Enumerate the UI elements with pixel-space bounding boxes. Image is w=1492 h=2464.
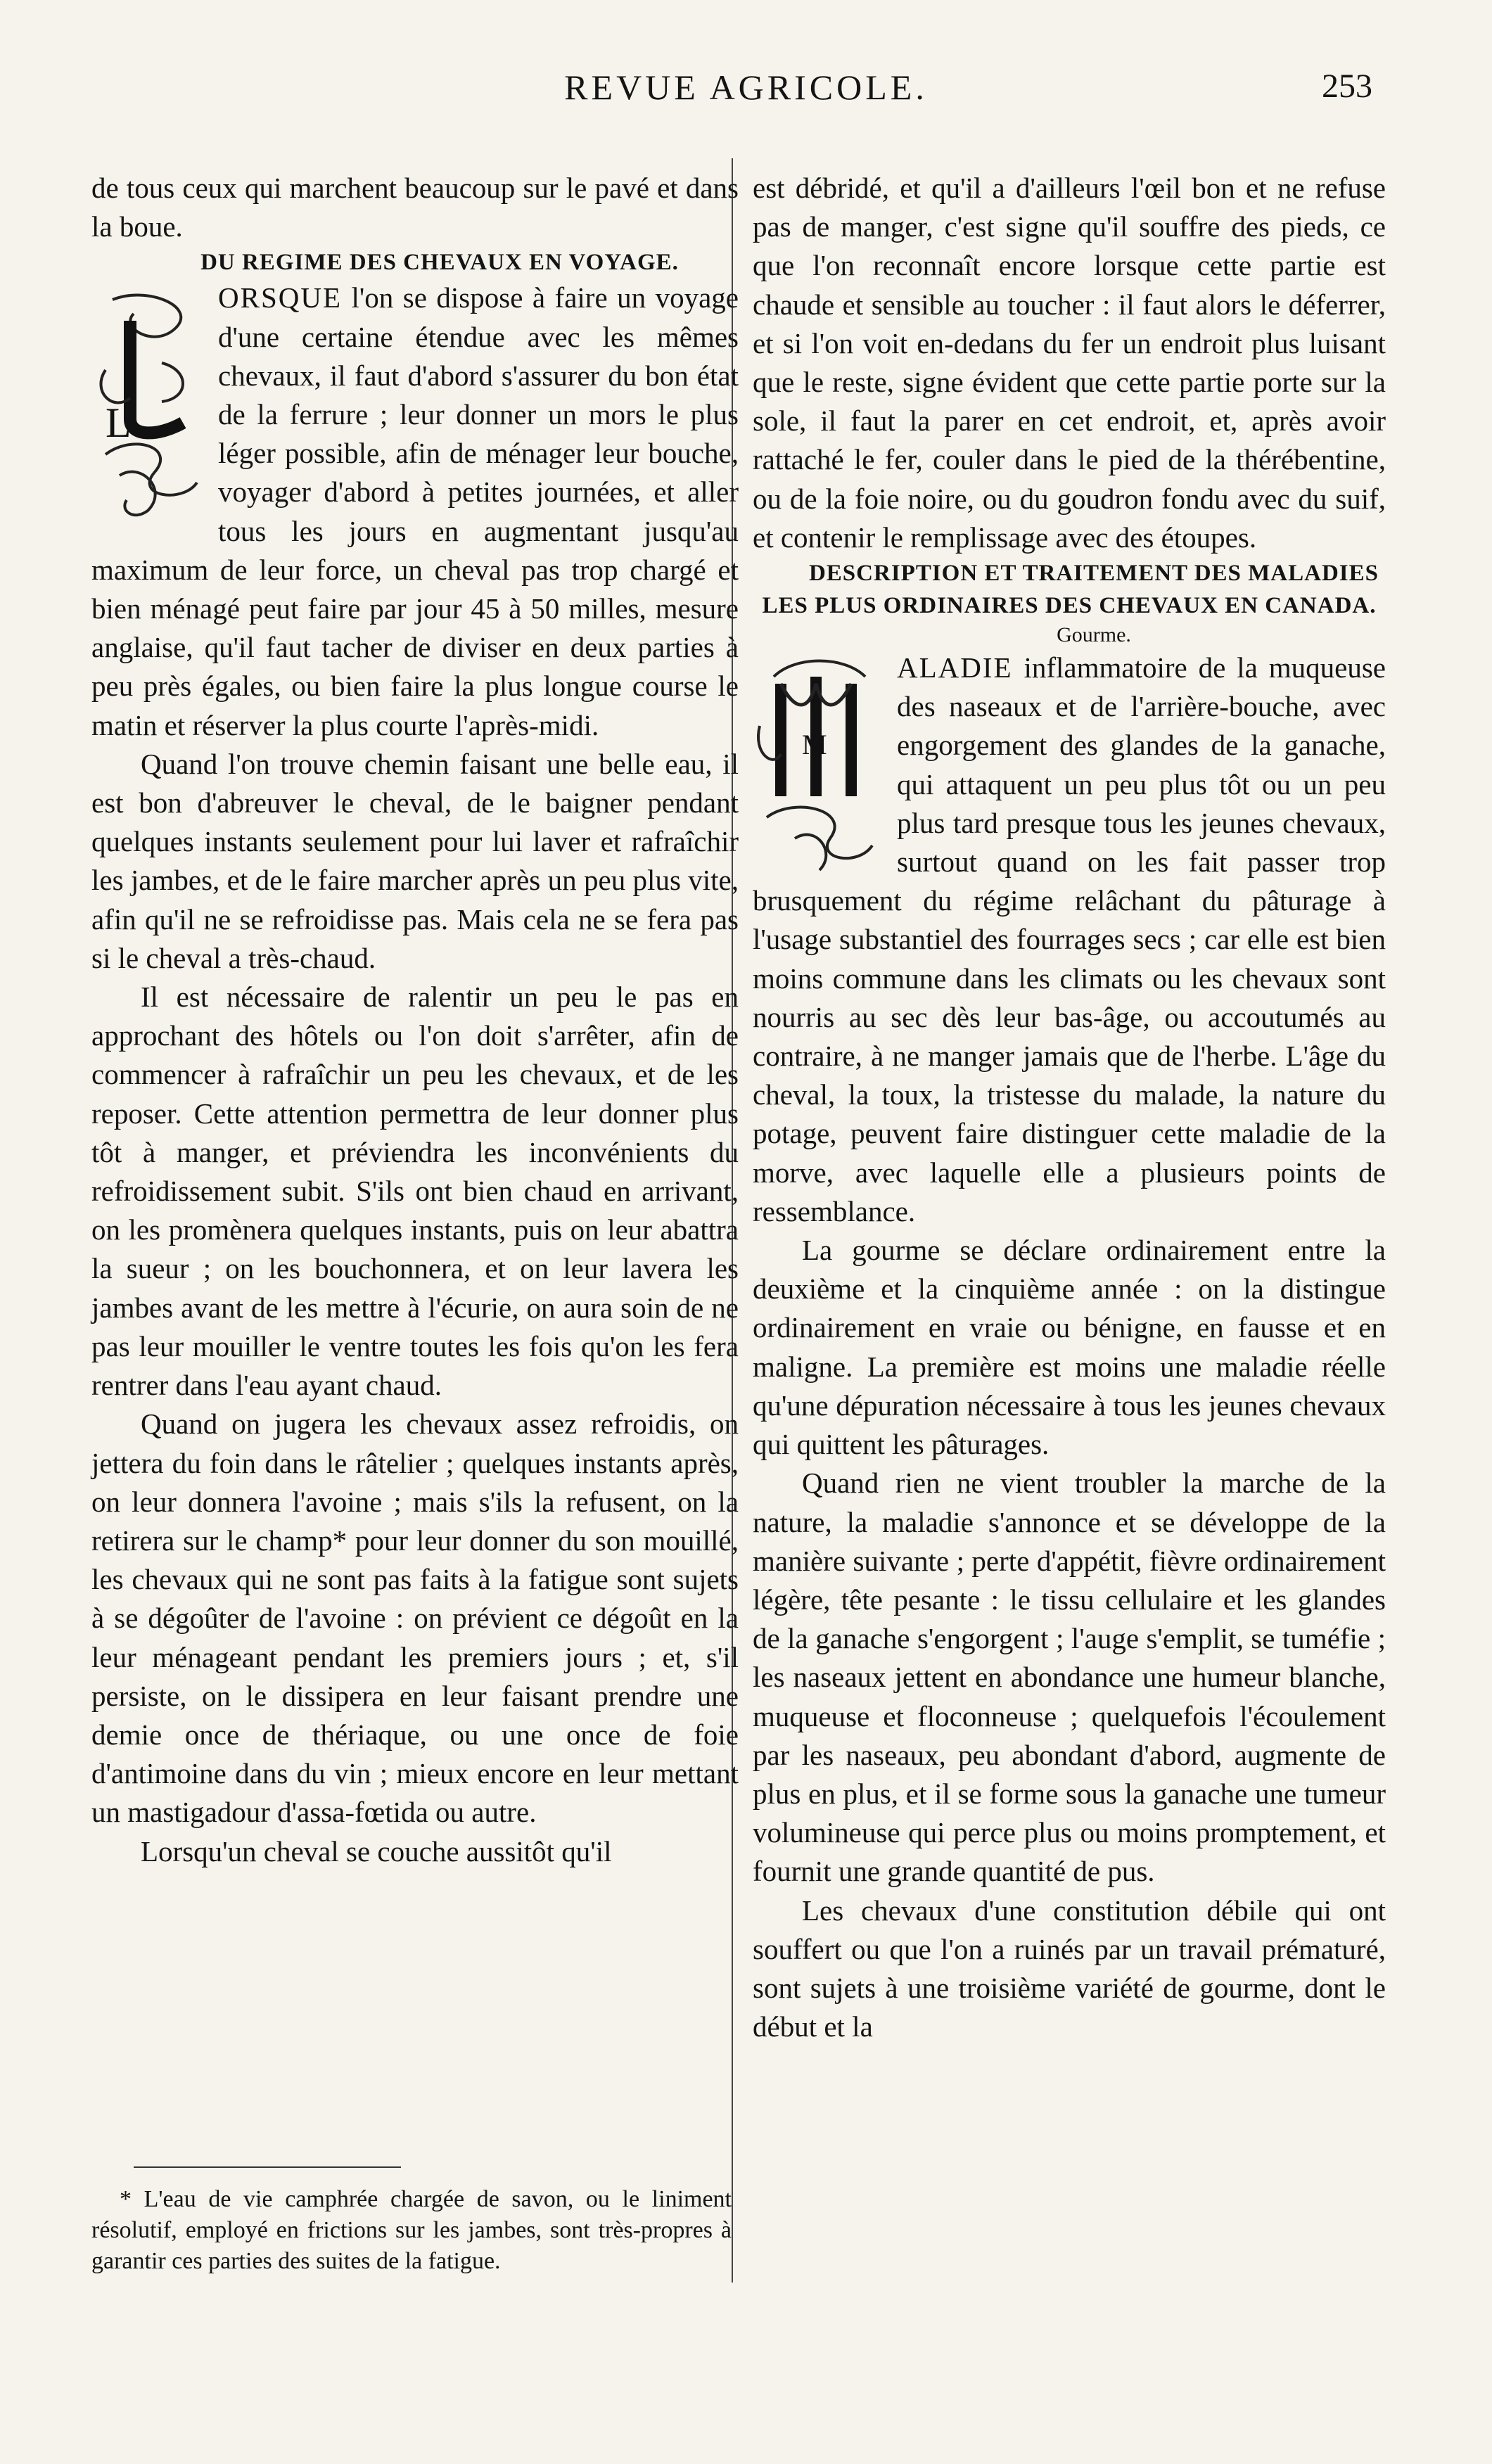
page-header [0, 67, 1492, 123]
ornamental-initial-l [91, 286, 208, 525]
page-number: 253 [1322, 68, 1372, 105]
footnote-text: * L'eau de vie camphrée chargée de savon, ou le liniment résolutif, employé en frictions sur les jambes, sont très-propres à garantir ces parties des suites de la fatigue. [91, 2186, 732, 2274]
paragraph: Les chevaux d'une constitution débile qui ont souffert ou que l'on a ruinés par un travail prématuré, sont sujets à une troisième variété de gourme, dont le début et la [753, 1894, 1386, 2043]
svg-text:M: M [802, 729, 827, 761]
paragraph-text: l'on se dispose à faire un voyage d'une certaine étendue avec les mêmes chevaux, il faut d'abord s'assurer du bon état de la ferrure ; leur donner un mors le plus léger possible, afin de ménager leur bouche, voyager d'abord à petites journées, et aller tous les jours en augmentant jusqu'au maximum de leur force, un cheval pas trop chargé et bien ménagé peut faire par jour 45 à 50 milles, mesure anglaise, qu'il faut tacher de diviser en deux parties à peu près égales, ou bien faire la plus longue course le matin et réserver la plus courte l'après-midi. [91, 281, 739, 741]
running-title: REVUE AGRICOLE. [564, 68, 928, 107]
paragraph: La gourme se déclare ordinairement entre la deuxième et la cinquième année : on la distingue ordinairement en vraie ou bénigne, en fausse et en maligne. La première est moins une maladie réelle qu'une dépuration nécessaire à tous les jeunes chevaux qui quittent les pâturages. [753, 1234, 1386, 1461]
paragraph: Quand on jugera les chevaux assez refroidis, on jettera du foin dans le râtelier ; quelques instants après, on leur donnera l'avoine ; mais s'ils la refusent, on la retirera sur le champ* pour leur donner du son mouillé, les chevaux qui ne sont pas faits à la fatigue sont sujets à se dégoûter de l'avoine : on prévient ce dégoût en la leur ménageant pendant les premiers jours ; et, s'il persiste, on le dissipera en leur faisant prendre une demie once de thériaque, ou une once de foie d'antimoine dans du vin ; mieux encore en leur mettant un mastigadour d'assa-fœtida ou autre. [91, 1407, 739, 1829]
ornamental-initial-m [753, 656, 886, 881]
lead-word: ALADIE [897, 651, 1013, 684]
section-heading: DU REGIME DES CHEVAUX EN VOYAGE. [200, 250, 679, 276]
svg-text:L: L [106, 400, 132, 447]
left-column [91, 169, 739, 1871]
right-column [753, 169, 1386, 2046]
ornament-flourish-icon [91, 286, 208, 525]
footnote [91, 2184, 732, 2277]
paragraph-text: inflammatoire de la muqueuse des naseaux et de l'arrière-bouche, avec engorgement des glandes de la ganache, qui attaquent un peu plus tôt ou un peu plus tard presque tous les jeunes chevaux, surtout quand on les fait passer trop brusquement du régime relâchant du pâturage à l'usage substantiel des fourrages secs ; car elle est bien moins commune dans les climats ou les chevaux sont nourris au sec dès leur bas-âge, ou accoutumés au contraire, à ne manger jamais que de l'herbe. L'âge du cheval, la toux, la tristesse du malade, la nature du potage, peuvent faire distinguer cette maladie de la morve, avec laquelle elle a plusieurs points de ressemblance. [753, 651, 1386, 1227]
ornament-flourish-icon [753, 656, 886, 881]
paragraph: Lorsqu'un cheval se couche aussitôt qu'il [141, 1834, 612, 1868]
footnote-rule [134, 2166, 401, 2168]
paragraph: est débridé, et qu'il a d'ailleurs l'œil bon et ne refuse pas de manger, c'est signe qu'il souffre des pieds, ce que l'on reconnaît encore lorsque cette partie est chaude et sensible au toucher : il faut alors le déferrer, et si l'on voit en-dedans du fer un endroit plus luisant que le reste, signe évident que cette partie porte sur la sole, il faut la parer en cet endroit, et, après avoir rattaché le fer, couler dans le pied de la thérébentine, ou de la foie noire, ou du goudron fondu avec du suif, et contenir le remplissage avec des étoupes. [753, 172, 1386, 554]
paragraph: Il est nécessaire de ralentir un peu le pas en approchant des hôtels ou l'on doit s'arrêter, afin de commencer à rafraîchir un peu les chevaux, et de les reposer. Cette attention permettra de leur donner plus tôt à manger, et préviendra les inconvénients du refroidissement subit. S'ils ont bien chaud en arrivant, on les promènera quelques instants, puis on leur abattra la sueur ; on les bouchonnera, et on leur lavera les jambes avant de les mettre à l'écurie, on aura soin de ne pas leur mouiller le ventre toutes les fois qu'on les fera rentrer dans l'eau ayant chaud. [91, 981, 739, 1402]
paragraph: Quand l'on trouve chemin faisant une belle eau, il est bon d'abreuver le cheval, de le baigner pendant quelques instants seulement pour lui laver et rafraîchir les jambes, et de le faire marcher après un peu plus vite, afin qu'il ne se refroidisse pas. Mais cela ne se fera pas si le cheval a très-chaud. [91, 747, 739, 974]
paragraph: de tous ceux qui marchent beaucoup sur le pavé et dans la boue. [91, 172, 739, 243]
lead-word: ORSQUE [218, 281, 343, 314]
paragraph: Quand rien ne vient troubler la marche de la nature, la maladie s'annonce et se développe de la manière suivante ; perte d'appétit, fièvre ordinairement légère, tête pesante : le tissu cellulaire et les glandes de la ganache s'engorgent ; l'auge s'emplit, se tuméfie ; les naseaux jettent en abondance une humeur blanche, muqueuse et floconneuse ; quelquefois l'écoulement par les naseaux, peu abondant d'abord, augmente de plus en plus, et il se forme sous la ganache une tumeur volumineuse qui perce plus ou moins promptement, et fournit une grande quantité de pus. [753, 1467, 1386, 1888]
section-heading: DESCRIPTION ET TRAITEMENT DES MALADIES LES PLUS ORDINAIRES DES CHEVAUX EN CANADA. [762, 561, 1379, 619]
subsection-heading: Gourme. [1057, 623, 1131, 647]
